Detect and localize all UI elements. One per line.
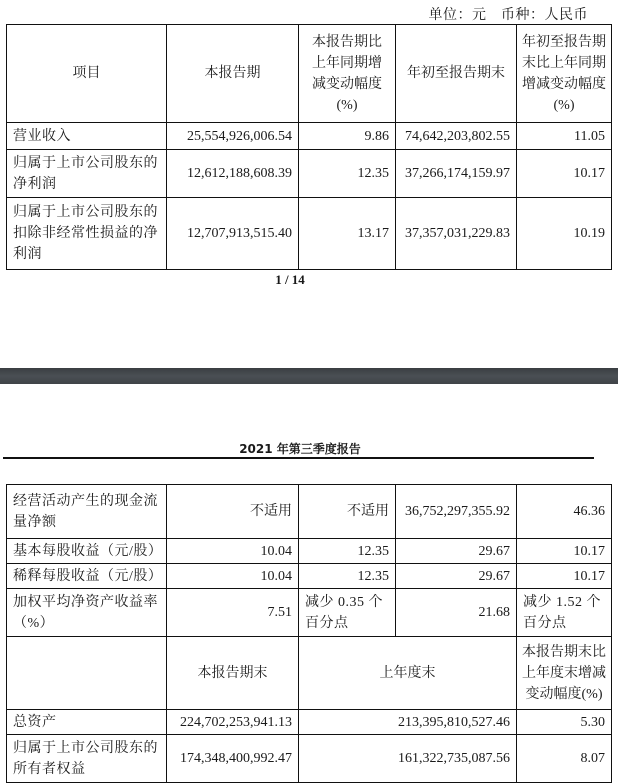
page-number: 1 / 14 — [275, 272, 305, 287]
row-ytd-change: 减少 1.52 个百分点 — [517, 589, 612, 637]
key-financials-table-continued — [6, 484, 612, 783]
row-current: 7.51 — [167, 589, 299, 637]
row-item: 稀释每股收益（元/股） — [7, 564, 167, 589]
table-row — [7, 123, 612, 150]
row-current: 不适用 — [167, 485, 299, 539]
table-header-row — [7, 25, 612, 123]
report-header-title: 2021 年第三季度报告 — [239, 442, 361, 456]
row-ytd-change: 10.19 — [517, 198, 612, 270]
row-period-end: 174,348,400,992.47 — [167, 735, 299, 783]
row-item: 加权平均净资产收益率（%） — [7, 589, 167, 637]
row-current-change: 13.17 — [299, 198, 396, 270]
row-current: 25,554,926,006.54 — [167, 123, 299, 150]
row-item: 营业收入 — [7, 123, 167, 150]
header-rule — [3, 457, 594, 459]
row-current: 10.04 — [167, 564, 299, 589]
row-prior-year-end: 161,322,735,087.56 — [299, 735, 517, 783]
row-item: 总资产 — [7, 710, 167, 735]
header-current-change: 本报告期比 上年同期增 减变动幅度 (%) — [299, 25, 396, 123]
row-current-change: 12.35 — [299, 539, 396, 564]
header-balance-change: 本报告期末比上年度末增减变动幅度(%) — [517, 637, 612, 710]
row-item: 基本每股收益（元/股） — [7, 539, 167, 564]
table-row — [7, 710, 612, 735]
row-current-change: 9.86 — [299, 123, 396, 150]
header-period-end: 本报告期末 — [167, 637, 299, 710]
header-prior-year-end: 上年度末 — [299, 637, 517, 710]
row-item: 归属于上市公司股东的所有者权益 — [7, 735, 167, 783]
table-row — [7, 735, 612, 783]
balance-header-row — [7, 637, 612, 710]
row-period-end: 224,702,253,941.13 — [167, 710, 299, 735]
row-ytd: 74,642,203,802.55 — [396, 123, 517, 150]
row-current: 12,707,913,515.40 — [167, 198, 299, 270]
header-ytd-change: 年初至报告期 末比上年同期 增减变动幅度 (%) — [517, 25, 612, 123]
table-row — [7, 539, 612, 564]
row-change: 8.07 — [517, 735, 612, 783]
row-prior-year-end: 213,395,810,527.46 — [299, 710, 517, 735]
row-item: 归属于上市公司股东的净利润 — [7, 150, 167, 198]
row-current-change: 12.35 — [299, 150, 396, 198]
row-ytd-change: 11.05 — [517, 123, 612, 150]
header-ytd: 年初至报告期末 — [396, 25, 517, 123]
row-item: 经营活动产生的现金流量净额 — [7, 485, 167, 539]
row-ytd: 21.68 — [396, 589, 517, 637]
table-row — [7, 150, 612, 198]
header-current-period: 本报告期 — [167, 25, 299, 123]
row-ytd: 29.67 — [396, 564, 517, 589]
row-ytd: 29.67 — [396, 539, 517, 564]
row-current-change: 减少 0.35 个百分点 — [299, 589, 396, 637]
header-item: 项目 — [7, 25, 167, 123]
row-change: 5.30 — [517, 710, 612, 735]
row-ytd-change: 10.17 — [517, 539, 612, 564]
row-current-change: 不适用 — [299, 485, 396, 539]
row-current: 10.04 — [167, 539, 299, 564]
row-ytd: 37,357,031,229.83 — [396, 198, 517, 270]
row-current-change: 12.35 — [299, 564, 396, 589]
table-row — [7, 198, 612, 270]
row-ytd-change: 46.36 — [517, 485, 612, 539]
row-item: 归属于上市公司股东的扣除非经常性损益的净利润 — [7, 198, 167, 270]
row-ytd-change: 10.17 — [517, 150, 612, 198]
header-blank — [7, 637, 167, 710]
table-row — [7, 564, 612, 589]
row-ytd-change: 10.17 — [517, 564, 612, 589]
key-financials-table — [6, 24, 612, 270]
row-current: 12,612,188,608.39 — [167, 150, 299, 198]
page-separator — [0, 368, 618, 384]
unit-currency-note: 单位：元 币种：人民币 — [428, 8, 588, 23]
table-row — [7, 485, 612, 539]
row-ytd: 37,266,174,159.97 — [396, 150, 517, 198]
row-ytd: 36,752,297,355.92 — [396, 485, 517, 539]
table-row — [7, 589, 612, 637]
